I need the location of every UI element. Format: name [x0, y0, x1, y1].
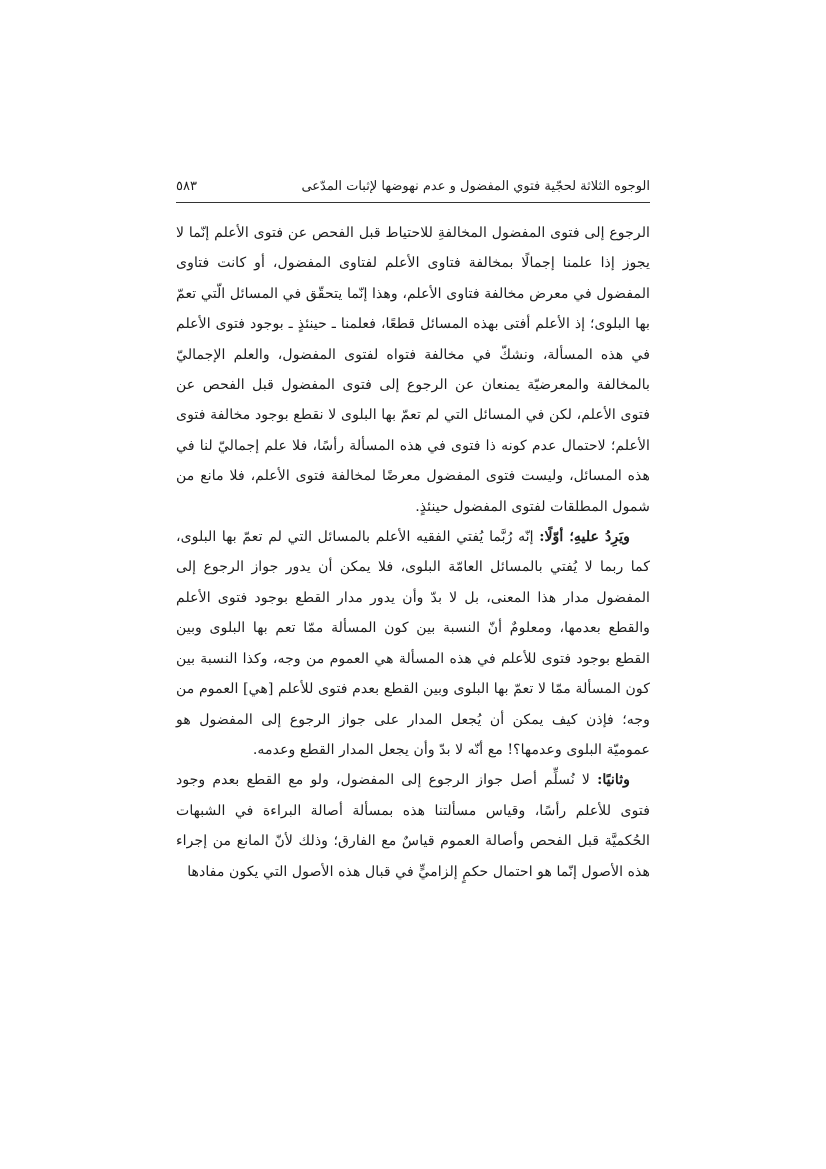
body-text: [176, 218, 650, 887]
paragraph: [176, 218, 650, 522]
page-number: ٥٨٣: [176, 178, 197, 194]
paragraph: [176, 522, 650, 765]
running-title: الوجوه الثلاثة لحجّية فتوي المفضول و عدم نهوضها لإثبات المدّعى: [301, 178, 650, 194]
page-header: [176, 176, 650, 196]
paragraph-text: إنّه رُبَّما يُفتي الفقيه الأعلم بالمسائل التي لم تعمّ بها البلوى، كما ربما لا يُفتي بالمسائل العامّة البلوى، فلا يمكن أن يدور جواز الرجوع إلى المفضول مدار هذا المعنى، بل لا بدّ وأن يدور مدار القطع بوجود فتوى الأعلم والقطع بعدمها، ومعلومٌ أنّ النسبة بين كون المسألة ممّا تعم بها البلوى وبين القطع بوجود فتوى للأعلم في هذه المسألة هي العموم من وجه، وكذا النسبة بين كون المسألة ممّا لا تعمّ بها البلوى وبين القطع بعدم فتوى للأعلم [هي] العموم من وجه؛ فإذن كيف يمكن أن يُجعل المدار على جواز الرجوع إلى المفضول هو عموميّة البلوى وعدمها؟! مع أنّه لا بدّ وأن يجعل المدار القطع وعدمه.: [176, 529, 650, 758]
paragraph-lead: ويَرِدُ عليهِ؛ أوّلًا:: [539, 529, 630, 546]
paragraph-text: الرجوع إلى فتوى المفضول المخالفةِ للاحتياط قبل الفحص عن فتوى الأعلم إنّما لا يجوز إذا علمنا إجمالًا بمخالفة فتاوى الأعلم لفتاوى المفضول، أو كانت فتاوى المفضول في معرض مخالفة فتاوى الأعلم، وهذا إنّما يتحقّق في المسائل الّتي تعمّ بها البلوى؛ إذ الأعلم أفتى بهذه المسائل قطعًا، فعلمنا ـ حينئذٍ ـ بوجود فتوى الأعلم في هذه المسألة، ونشكّ في مخالفة فتواه لفتوى المفضول، والعلم الإجماليّ بالمخالفة والمعرضيّة يمنعان عن الرجوع إلى فتوى المفضول قبل الفحص عن فتوى الأعلم، لكن في المسائل التي لم تعمّ بها البلوى لا نقطع بوجود مخالفة فتوى الأعلم؛ لاحتمال عدم كونه ذا فتوى في هذه المسألة رأسًا، فلا علم إجماليّ لنا في هذه المسائل، وليست فتوى المفضول معرضًا لمخالفة فتوى الأعلم، فلا مانع من شمول المطلقات لفتوى المفضول حينئذٍ.: [176, 225, 650, 515]
header-divider: [176, 202, 650, 203]
paragraph-lead: وثانيًا:: [597, 772, 630, 789]
paragraph: [176, 765, 650, 887]
paragraph-text: لا نُسلِّم أصل جواز الرجوع إلى المفضول، ولو مع القطع بعدم وجود فتوى للأعلم رأسًا، وقياس مسألتنا هذه بمسألة أصالة البراءة في الشبهات الحُكميَّة قبل الفحص وأصالة العموم قياسٌ مع الفارق؛ وذلك لأنّ المانع من إجراء هذه الأصول إنّما هو احتمال حكمٍ إلزاميٍّ في قبال هذه الأصول التي يكون مفادها: [176, 772, 650, 880]
